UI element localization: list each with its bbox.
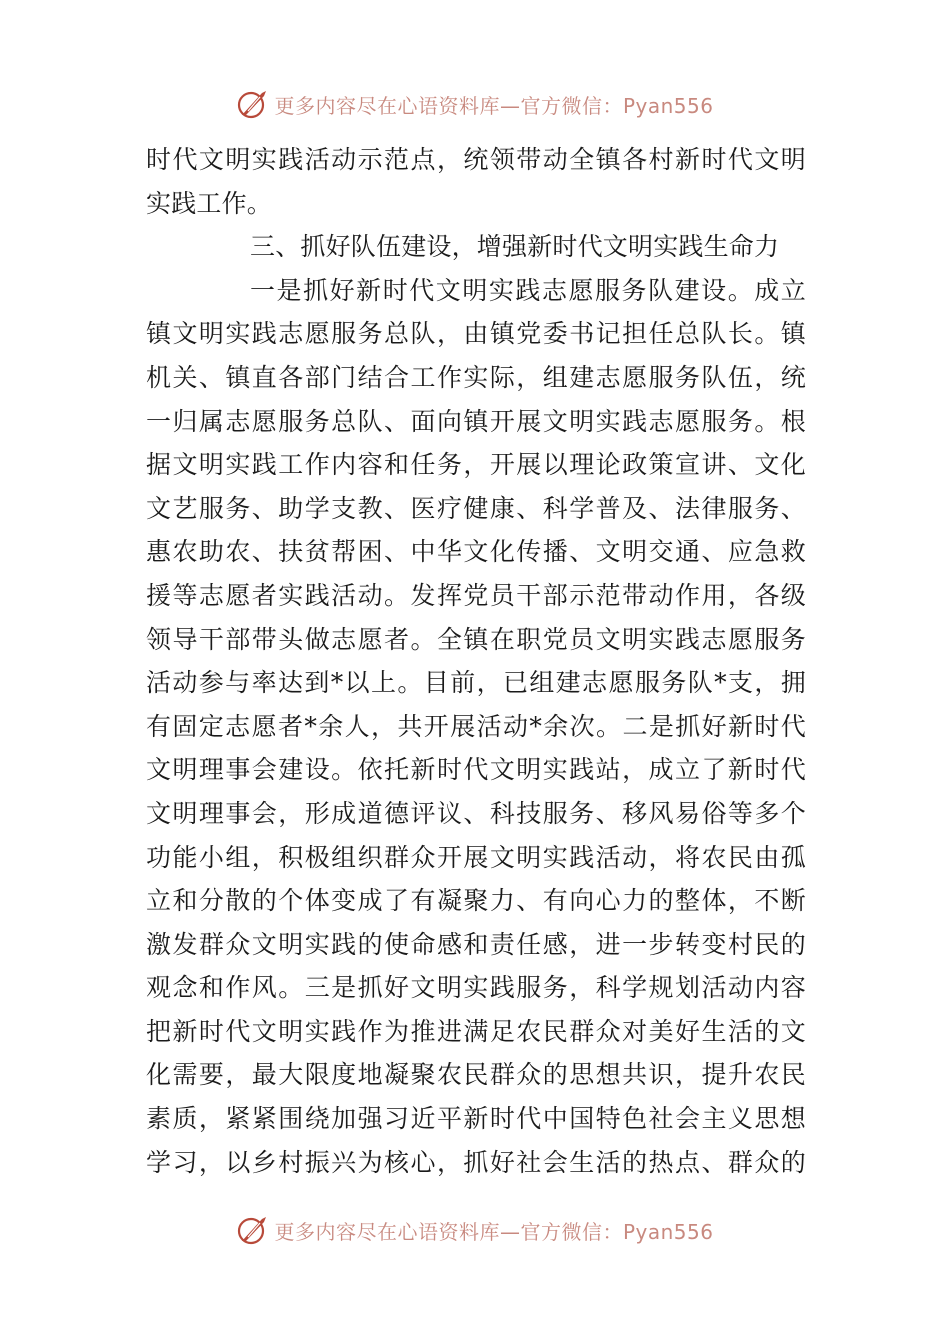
body-line: 据文明实践工作内容和任务，开展以理论政策宣讲、文化 [146,450,806,480]
body-line: 观念和作风。三是抓好文明实践服务，科学规划活动内容 [146,973,806,1003]
body-line: 功能小组，积极组织群众开展文明实践活动，将农民由孤 [146,842,806,872]
header-banner [0,84,950,124]
quill-pen-logo-icon [236,1213,270,1247]
body-line: 镇文明实践志愿服务总队，由镇党委书记担任总队长。镇 [146,319,806,349]
body-line: 有固定志愿者*余人，共开展活动*余次。二是抓好新时代 [146,711,806,741]
body-line: 援等志愿者实践活动。发挥党员干部示范带动作用，各级 [146,580,806,610]
header-banner-text: 更多内容尽在心语资料库—官方微信：Pyan556 [274,93,714,118]
body-line: 机关、镇直各部门结合工作实际，组建志愿服务队伍，统 [146,362,806,392]
body-line: 活动参与率达到*以上。目前，已组建志愿服务队*支，拥 [146,668,806,698]
body-line: 时代文明实践活动示范点，统领带动全镇各村新时代文明 [146,145,806,174]
body-line: 文明理事会，形成道德评议、科技服务、移风易俗等多个 [146,798,806,828]
footer-banner [0,1210,950,1250]
body-line: 文艺服务、助学支教、医疗健康、科学普及、法律服务、 [146,493,806,523]
body-line: 把新时代文明实践作为推进满足农民群众对美好生活的文 [146,1016,806,1046]
body-line: 惠农助农、扶贫帮困、中华文化传播、文明交通、应急救 [146,537,806,567]
body-line: 立和分散的个体变成了有凝聚力、有向心力的整体，不断 [146,886,806,916]
body-line: 领导干部带头做志愿者。全镇在职党员文明实践志愿服务 [146,624,806,654]
body-line: 化需要，最大限度地凝聚农民群众的思想共识，提升农民 [146,1060,806,1090]
body-line: 一是抓好新时代文明实践志愿服务队建设。成立 [250,275,806,305]
body-line: 文明理事会建设。依托新时代文明实践站，成立了新时代 [146,755,806,785]
body-line: 激发群众文明实践的使命感和责任感，进一步转变村民的 [146,929,806,959]
body-line: 素质，紧紧围绕加强习近平新时代中国特色社会主义思想 [146,1104,806,1134]
document-body [146,138,806,1184]
footer-banner-text: 更多内容尽在心语资料库—官方微信：Pyan556 [274,1219,714,1244]
body-line: 实践工作。 [146,188,273,218]
section-heading: 三、抓好队伍建设，增强新时代文明实践生命力 [250,232,780,262]
body-line: 一归属志愿服务总队、面向镇开展文明实践志愿服务。根 [146,406,806,436]
body-line: 学习，以乡村振兴为核心，抓好社会生活的热点、群众的 [146,1147,806,1177]
quill-pen-logo-icon [236,87,270,121]
